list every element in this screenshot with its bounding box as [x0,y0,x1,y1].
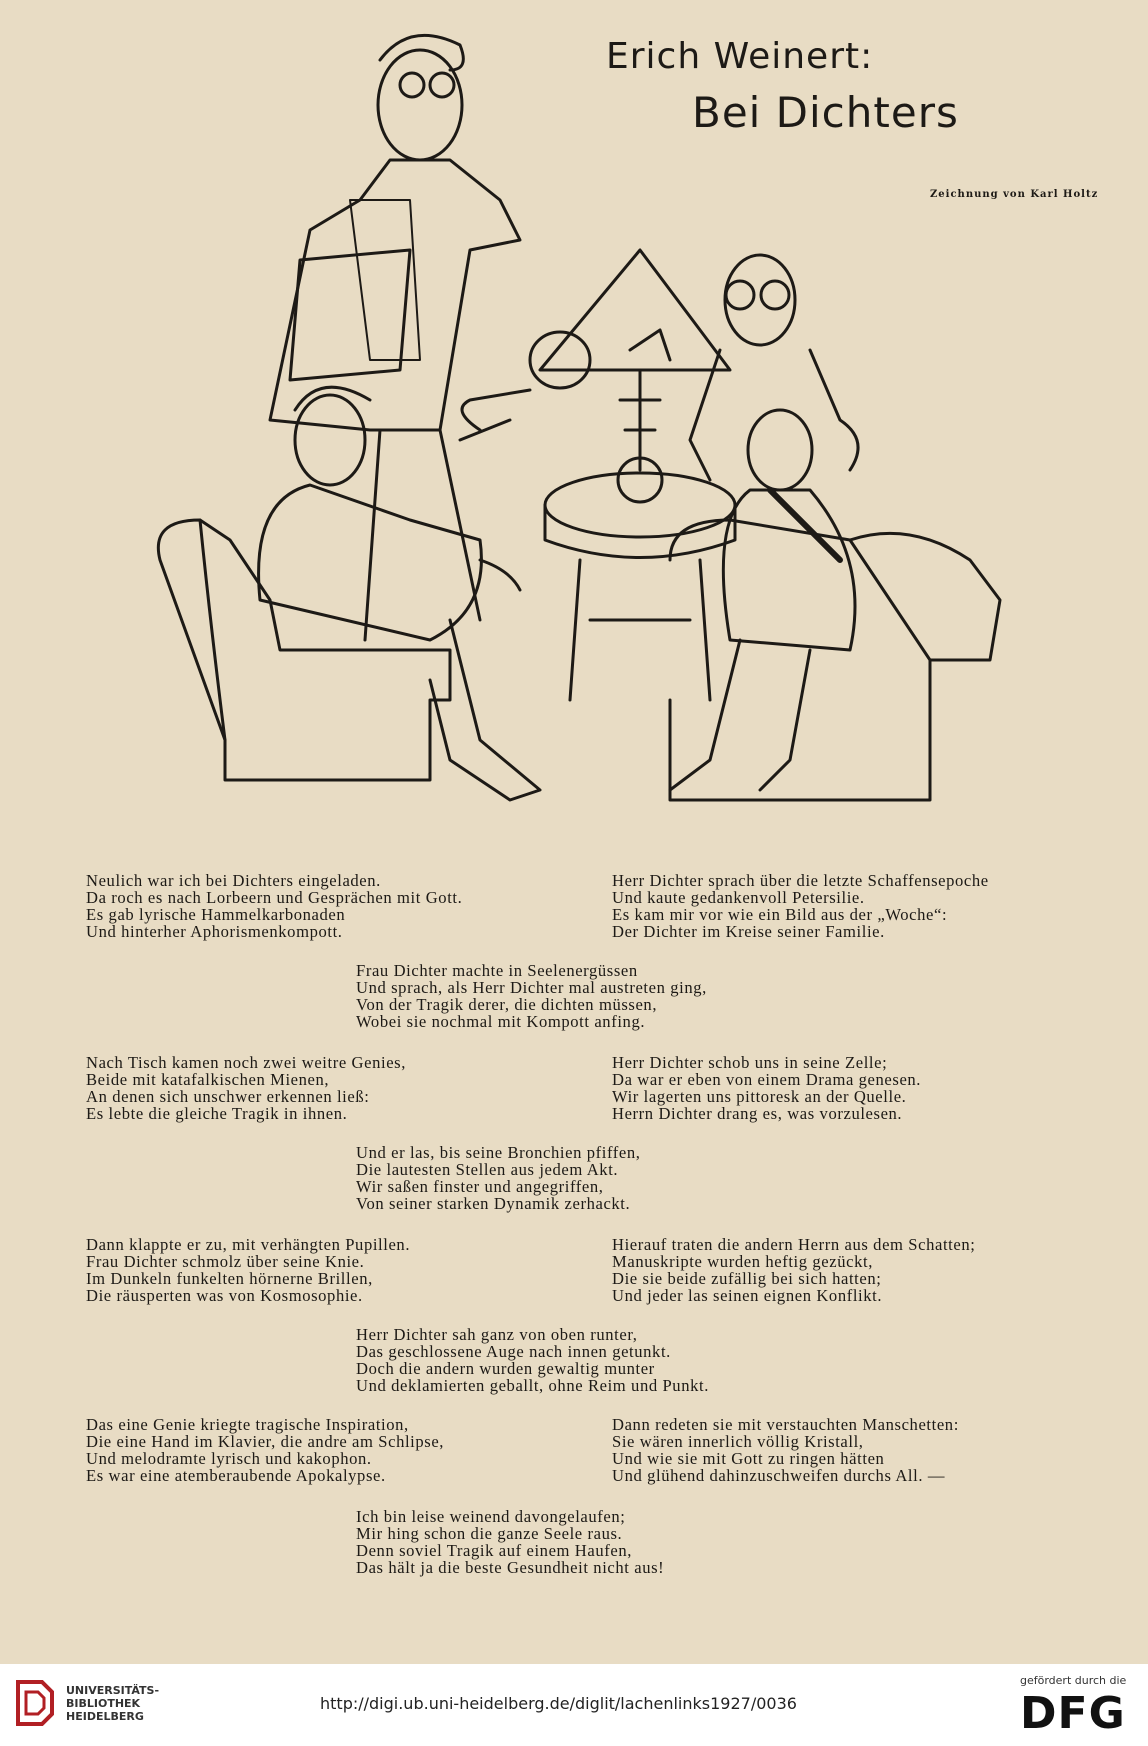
caricature-illustration [150,0,1050,850]
university-logo-icon[interactable] [14,1674,56,1732]
stanza-11: Dann redeten sie mit verstauchten Manschetten: Sie wären innerlich völlig Kristall, Und wie sie mit Gott zu ringen hätten Und glühend dahinzuschweifen durchs All. — [612,1415,959,1485]
stanza-5: Herr Dichter schob uns in seine Zelle; Da war er eben von einem Drama genesen. Wir lagerten uns pittoresk an der Quelle. Herrn Dichter drang es, was vorzulesen. [612,1053,922,1123]
permalink-url[interactable]: http://digi.ub.uni-heidelberg.de/diglit/lachenlinks1927/0036 [320,1694,797,1713]
illustration-credit: Zeichnung von Karl Holtz [930,189,1099,200]
stanza-12: Ich bin leise weinend davongelaufen; Mir hing schon die ganze Seele raus. Denn soviel Tragik auf einem Haufen, Das hält ja die beste Gesundheit nicht aus! [356,1507,665,1577]
stanza-2: Herr Dichter sprach über die letzte Schaffensepoche Und kaute gedankenvoll Petersilie. Es kam mir vor wie ein Bild aus der „Woche“: Der Dichter im Kreise seiner Familie. [612,871,989,941]
stanza-8: Hierauf traten die andern Herrn aus dem Schatten; Manuskripte wurden heftig gezückt, Die sie beide zufällig bei sich hatten; Und jeder las seinen eignen Konflikt. [612,1235,976,1305]
stanza-6: Und er las, bis seine Bronchien pfiffen, Die lautesten Stellen aus jedem Akt. Wir saßen finster und angegriffen, Von seiner starken Dynamik zerhackt. [356,1143,641,1213]
stanza-4: Nach Tisch kamen noch zwei weitre Genies, Beide mit katafalkischen Mienen, An denen sich unschwer erkennen ließ: Es lebte die gleiche Tragik in ihnen. [86,1053,406,1123]
university-name: UNIVERSITÄTS- BIBLIOTHEK HEIDELBERG [66,1684,160,1723]
stanza-3: Frau Dichter machte in Seelenergüssen Und sprach, als Herr Dichter mal austreten ging, Von der Tragik derer, die dichten müssen, Wobei sie nochmal mit Kompott anfing. [356,961,707,1031]
funding-label: gefördert durch die [1020,1674,1127,1687]
stanza-1: Neulich war ich bei Dichters eingeladen. Da roch es nach Lorbeern und Gesprächen mit Gott. Es gab lyrische Hammelkarbonaden Und hinterher Aphorismenkompott. [86,871,463,941]
author-heading: Erich Weinert: [606,36,874,77]
stanza-10: Das eine Genie kriegte tragische Inspiration, Die eine Hand im Klavier, die andre am Schlipse, Und melodramte lyrisch und kakophon. Es war eine atemberaubende Apokalypse. [86,1415,445,1485]
stanza-7: Dann klappte er zu, mit verhängten Pupillen. Frau Dichter schmolz über seine Knie. Im Dunkeln funkelten hörnerne Brillen, Die räusperten was von Kosmosophie. [86,1235,411,1305]
stanza-9: Herr Dichter sah ganz von oben runter, Das geschlossene Auge nach innen getunkt. Doch die andern wurden gewaltig munter Und deklamierten geballt, ohne Reim und Punkt. [356,1325,709,1395]
footer-bar [0,1664,1148,1746]
dfg-logo[interactable]: DFG [1020,1688,1126,1739]
poem-title: Bei Dichters [692,88,959,137]
